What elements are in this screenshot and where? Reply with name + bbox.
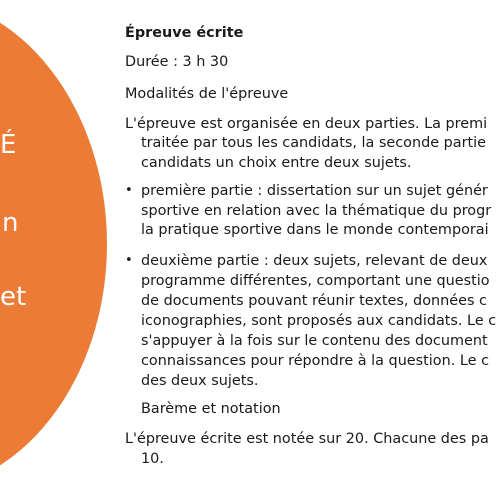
list-item-line: programme différentes, comportant une questio [141,273,490,289]
duration-text: Durée : 3 h 30 [125,54,229,70]
list-item-line: première partie : dissertation sur un sujet génér [141,183,488,199]
circle-text-fragment: et [0,282,27,312]
list-item-line: connaissances pour répondre à la question. Le c [141,353,489,369]
bullet-icon: • [125,253,133,268]
document-body [125,0,500,500]
list-item-line: s'appuyer à la fois sur le contenu des document [141,333,488,349]
circle-text-fragment: n [2,208,19,238]
list-item-line: de documents pouvant réunir textes, données c [141,293,487,309]
list-item-line: iconographies, sont proposés aux candidats. Le c [141,313,497,329]
paragraph-line: traitée par tous les candidats, la seconde partie [141,135,487,151]
paragraph-line: L'épreuve écrite est notée sur 20. Chacune des pa [125,431,489,447]
list-item-line: deuxième partie : deux sujets, relevant de deux [141,253,488,269]
list-item-line: sportive en relation avec la thématique du progr [141,203,492,219]
circle-text-fragment: É [0,130,17,160]
paragraph-line: candidats un choix entre deux sujets. [141,155,412,171]
section-title: Épreuve écrite [125,25,244,41]
paragraph-line: L'épreuve est organisée en deux parties. La premi [125,116,488,132]
orange-circle-decoration [0,0,107,492]
paragraph-line: 10. [141,451,164,467]
list-item-line: la pratique sportive dans le monde contemporai [141,222,489,238]
bullet-icon: • [125,183,133,198]
list-item-line: des deux sujets. [141,373,259,389]
scoring-heading: Barème et notation [141,401,281,417]
modalities-heading: Modalités de l'épreuve [125,86,289,102]
